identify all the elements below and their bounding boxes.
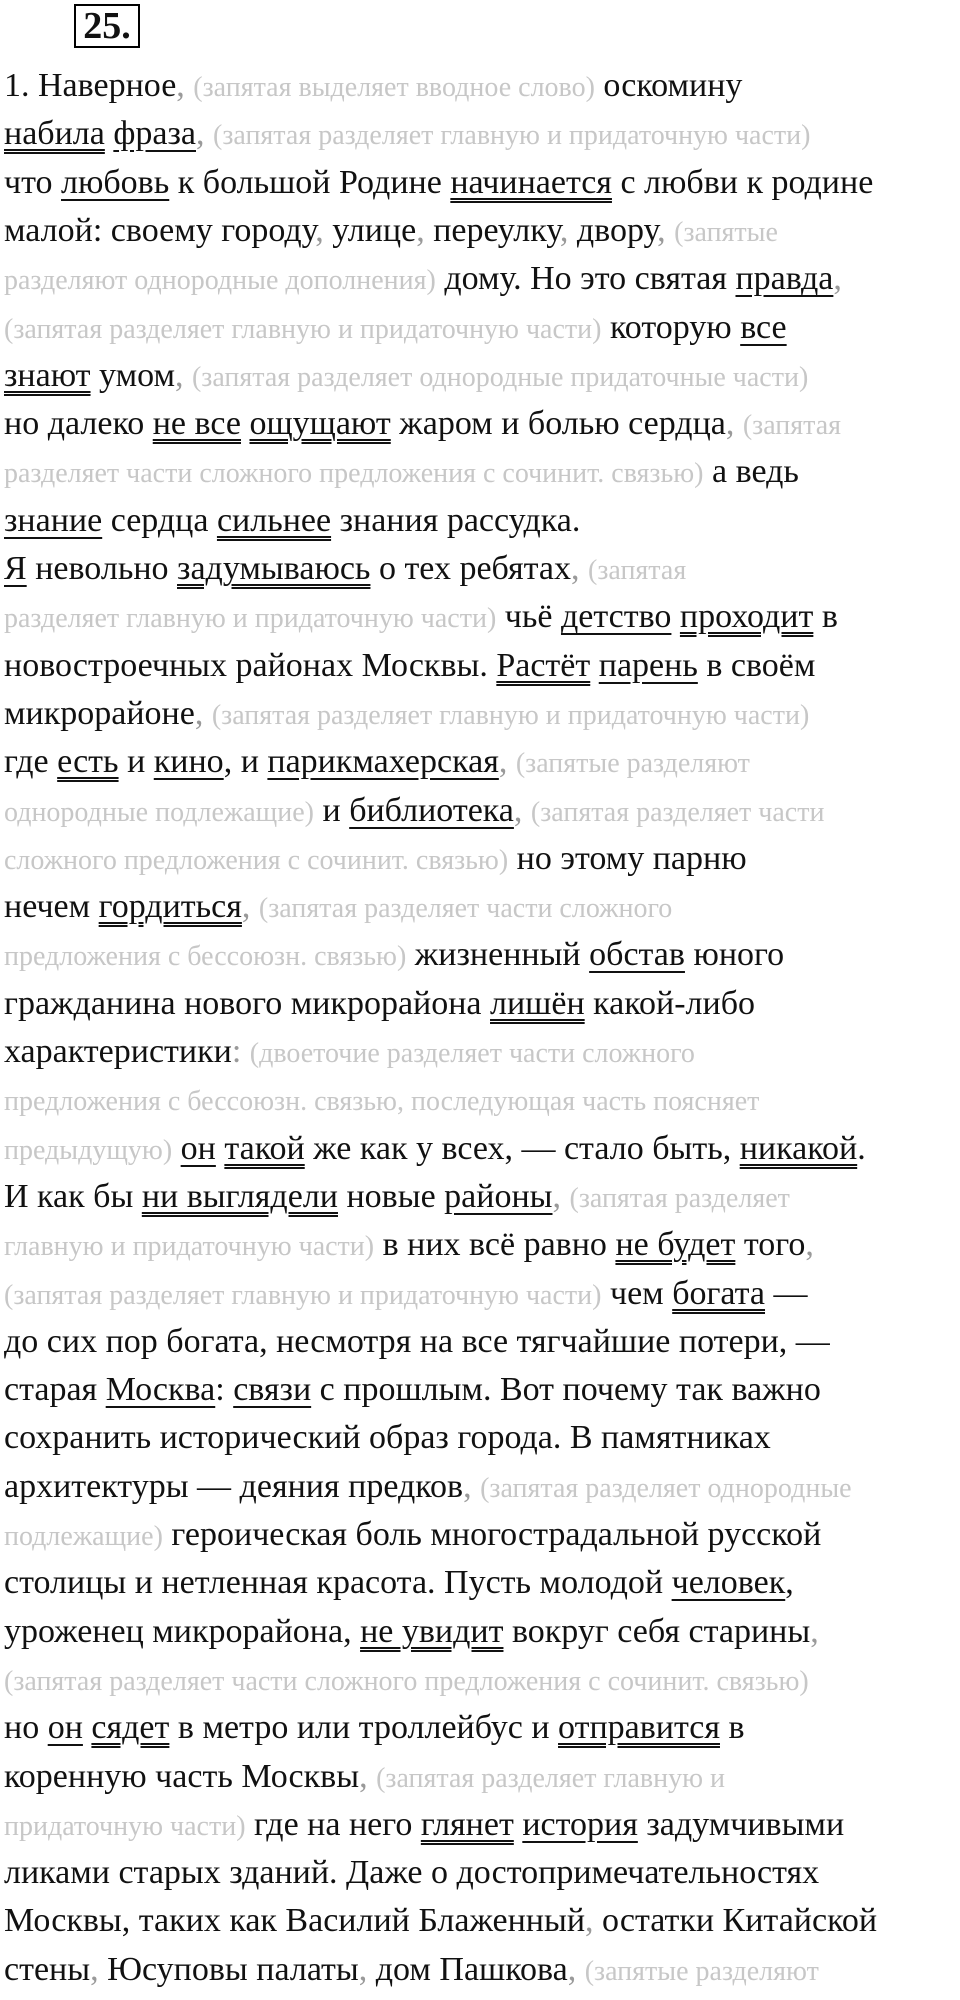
punctuation-mark: , (567, 1950, 577, 1988)
text-line (4, 545, 956, 593)
punctuation-comment: (запятая разделяет главную и придаточную части) (4, 1279, 602, 1311)
subject-underline: библиотека (349, 791, 514, 829)
predicate-underline: знают (4, 356, 91, 394)
punctuation-mark: , (463, 1467, 472, 1505)
text-run (203, 695, 212, 732)
punctuation-mark: , (585, 1902, 594, 1940)
punctuation-comment: (запятая разделяет части сложного (258, 893, 673, 925)
predicate-underline: не увидит (360, 1612, 504, 1650)
text-line (4, 255, 956, 303)
punctuation-comment: (запятая разделяет однородные придаточные части) (191, 361, 809, 393)
text-run: характеристики (4, 1033, 232, 1070)
subject-underline: кино (153, 743, 224, 781)
punctuation-mark: , (833, 260, 842, 298)
text-run: чьё (496, 598, 561, 636)
text-run: в своём (697, 646, 816, 684)
text-run: которую (601, 308, 741, 346)
text-run: гражданина нового микрорайона (4, 984, 491, 1022)
text-run: дому. Но это святая (435, 260, 736, 298)
punctuation-comment: (запятая разделяет однородные (480, 1472, 852, 1504)
text-line (4, 1173, 956, 1221)
text-run: задумчивыми (637, 1805, 845, 1843)
text-run: двору (568, 211, 658, 249)
subject-underline: районы (444, 1177, 553, 1215)
text-run: новые (337, 1177, 445, 1215)
text-run: оскомину (594, 67, 743, 104)
predicate-underline: есть (57, 743, 119, 781)
text-run: того (735, 1226, 806, 1264)
text-line (4, 1608, 956, 1656)
text-line (4, 690, 956, 738)
text-run: невольно (26, 550, 178, 587)
text-run: сохранить исторический образ города. В памятниках (4, 1419, 771, 1457)
text-run: в (813, 598, 838, 636)
punctuation-mark: , (358, 1950, 368, 1988)
predicate-underline: не все (152, 405, 241, 443)
text-run: столицы и нетленная красота. Пусть молодой (4, 1564, 672, 1602)
text-run: что (4, 163, 62, 201)
punctuation-mark: , (513, 791, 523, 829)
punctuation-mark: , (552, 1177, 561, 1215)
text-line (4, 1946, 956, 1994)
subject-underline: знание (4, 501, 103, 539)
punctuation-comment: (запятая выделяет вводное слово) (193, 72, 595, 103)
punctuation-mark: , (90, 1950, 99, 1988)
predicate-underline: сильнее (216, 501, 332, 539)
punctuation-comment: (запятая (742, 410, 842, 442)
text-run: . (857, 1129, 866, 1167)
text-run: с прошлым. Вот почему так важно (311, 1371, 821, 1409)
predicate-underline: такой (224, 1129, 305, 1167)
subject-underline: любовь (61, 163, 170, 201)
text-run (368, 1758, 377, 1795)
text-run: о тех ребятах (370, 550, 571, 587)
text-line (4, 593, 956, 641)
text-run (172, 1130, 181, 1167)
text-line (4, 1511, 956, 1559)
text-run: , и (223, 743, 268, 781)
punctuation-mark: , (559, 211, 569, 249)
punctuation-comment: подлежащие) (4, 1521, 163, 1552)
punctuation-comment: однородные подлежащие) (4, 796, 314, 828)
punctuation-mark: , (359, 1757, 368, 1795)
punctuation-mark: , (315, 211, 324, 249)
text-run: микрорайоне (4, 694, 195, 732)
text-run: умом (90, 356, 175, 394)
text-run: улице (323, 211, 417, 249)
predicate-underline: отправится (558, 1709, 720, 1747)
punctuation-comment: (запятая разделяет части сложного предложения с сочинит. связью) (4, 1665, 809, 1697)
subject-underline: Я (4, 550, 27, 587)
text-run: и (313, 791, 350, 829)
text-line (4, 1076, 956, 1124)
text-run: героическая боль многострадальной русской (162, 1516, 822, 1553)
text-run: жизненный (406, 936, 590, 974)
text-run: переулку (424, 211, 560, 249)
text-run (205, 115, 214, 152)
text-line (4, 1704, 956, 1752)
text-run: где на него (245, 1805, 421, 1843)
punctuation-comment: главную и придаточную части) (4, 1231, 375, 1263)
text-run: ликами старых зданий. Даже о достопримечательностях (4, 1854, 820, 1892)
predicate-underline: никакой (739, 1129, 858, 1167)
text-line (4, 738, 956, 786)
punctuation-comment: (запятая разделяет главную и придаточную части) (4, 313, 602, 345)
exercise-number: 25. (83, 5, 131, 47)
punctuation-comment: предложения с бессоюзн. связью, последующая часть поясняет (4, 1086, 760, 1118)
text-line (4, 642, 956, 690)
text-line (4, 1366, 956, 1414)
punctuation-mark: , (196, 115, 205, 153)
text-run (590, 647, 599, 684)
subject-underline: Москва (105, 1371, 216, 1409)
subject-underline: парень (598, 646, 698, 684)
text-line (4, 931, 956, 979)
punctuation-comment: разделяет части сложного предложения с сочинит. связью) (4, 458, 704, 490)
text-line (4, 1125, 956, 1173)
subject-underline: детство (560, 598, 672, 636)
text-line (4, 980, 956, 1028)
text-run: нечем (4, 888, 99, 926)
text-run (183, 357, 192, 394)
punctuation-mark: , (174, 356, 184, 394)
subject-underline: фраза (113, 115, 196, 153)
text-run: где (4, 743, 58, 781)
text-line (4, 497, 956, 545)
text-run: жаром и болью сердца (390, 405, 726, 443)
predicate-underline: Растёт (496, 646, 591, 684)
text-line (4, 1463, 956, 1511)
punctuation-comment: предыдущую) (4, 1134, 173, 1166)
text-line (4, 1318, 956, 1366)
punctuation-mark: , (805, 1226, 814, 1264)
punctuation-comment: (запятая (588, 555, 687, 586)
text-run: 1. Наверное (4, 67, 177, 104)
text-line (4, 1221, 956, 1269)
text-run: к большой Родине (169, 163, 451, 201)
punctuation-mark: , (241, 888, 251, 926)
predicate-underline: начинается (450, 163, 612, 201)
text-run: Юсуповы палаты (98, 1950, 359, 1988)
text-line (4, 1559, 956, 1607)
subject-underline: история (522, 1805, 638, 1843)
text-run: юного (684, 936, 785, 974)
punctuation-mark: , (810, 1612, 819, 1650)
punctuation-comment: (запятая разделяет (569, 1182, 790, 1214)
punctuation-mark: , (657, 211, 666, 249)
text-run (561, 1178, 570, 1215)
subject-underline: человек (671, 1564, 786, 1602)
text-line (4, 1849, 956, 1897)
predicate-underline: ни выглядели (141, 1177, 338, 1215)
text-run: же как у всех, — стало быть, (304, 1129, 740, 1167)
punctuation-comment: придаточную части) (4, 1810, 246, 1842)
subject-underline: он (47, 1709, 83, 1747)
text-run (472, 1468, 481, 1505)
text-run: И как бы (4, 1177, 142, 1215)
text-run: но (4, 1709, 48, 1747)
exercise-number-badge (74, 4, 140, 48)
text-run: старая (4, 1371, 106, 1409)
predicate-underline: проходит (679, 598, 814, 636)
predicate-underline: сядет (91, 1709, 170, 1747)
text-run: а ведь (703, 453, 799, 491)
predicate-underline: ощущают (249, 405, 391, 443)
text-line (4, 207, 956, 255)
text-run (666, 212, 675, 249)
subject-underline: все (740, 308, 787, 346)
text-run (250, 888, 259, 925)
text-run: с любви к родине (611, 163, 874, 201)
text-run (580, 550, 589, 587)
predicate-underline: богата (672, 1274, 766, 1312)
text-run: , (785, 1564, 794, 1602)
punctuation-mark: , (176, 67, 185, 104)
punctuation-comment: сложного предложения с сочинит. связью) (4, 844, 509, 876)
subject-underline: он (180, 1129, 216, 1167)
punctuation-comment: (запятые (674, 216, 778, 248)
text-run: стены (4, 1950, 91, 1988)
text-run: в метро или троллейбус и (169, 1709, 559, 1747)
text-run: — (765, 1274, 808, 1312)
text-run: Москвы, таких как Василий Блаженный (4, 1902, 586, 1940)
predicate-underline: набила (4, 115, 105, 153)
punctuation-comment: (запятая разделяет части (530, 796, 825, 828)
punctuation-mark: , (416, 211, 425, 249)
text-run: сердца (102, 501, 217, 539)
punctuation-mark: , (498, 743, 508, 781)
text-run: вокруг себя старины (503, 1612, 811, 1650)
text-run: в (719, 1709, 745, 1747)
text-run: какой-либо (584, 984, 756, 1022)
punctuation-mark: : (231, 1033, 242, 1070)
punctuation-comment: (двоеточие разделяет части сложного (249, 1038, 695, 1069)
text-line (4, 1656, 956, 1704)
text-line (4, 1028, 956, 1076)
punctuation-comment: предложения с бессоюзн. связью) (4, 941, 407, 973)
punctuation-comment: (запятые разделяют (515, 748, 750, 780)
punctuation-mark: , (571, 550, 580, 587)
punctuation-comment: разделяют однородные дополнения) (4, 265, 436, 297)
text-run: и (118, 743, 154, 781)
text-run: малой: своему городу (4, 211, 316, 249)
text-line (4, 1897, 956, 1945)
text-run (671, 598, 680, 635)
text-run: знания рассудка. (331, 501, 581, 539)
subject-underline: правда (735, 260, 834, 298)
text-line (4, 1270, 956, 1318)
text-run (576, 1951, 585, 1988)
subject-underline: парикмахерская (267, 743, 499, 781)
text-line (4, 448, 956, 496)
text-run (241, 1033, 250, 1070)
subject-underline: обстав (589, 936, 685, 974)
text-line (4, 304, 956, 352)
predicate-underline: глянет (420, 1805, 514, 1843)
predicate-underline: задумываюсь (177, 550, 371, 587)
punctuation-comment: разделяет главную и придаточную части) (4, 603, 497, 635)
text-line (4, 883, 956, 931)
text-run: чем (601, 1274, 673, 1312)
text-line (4, 1414, 956, 1462)
punctuation-mark: , (194, 694, 204, 732)
punctuation-comment: (запятая разделяет главную и придаточную части) (213, 120, 811, 152)
text-run: дом Пашкова (367, 1950, 568, 1988)
text-run (522, 792, 531, 829)
text-run: : (215, 1371, 234, 1409)
text-run: новостроечных районах Москвы. (4, 646, 497, 684)
text-line (4, 110, 956, 158)
text-line (4, 400, 956, 448)
text-run: до сих пор богата, несмотря на все тягчайшие потери, — (4, 1322, 830, 1360)
text-run: но далеко (4, 405, 153, 443)
punctuation-comment: (запятая разделяет главную и (376, 1762, 725, 1794)
text-run: архитектуры — деяния предков (4, 1467, 464, 1505)
text-run: в них всё равно (374, 1226, 616, 1264)
punctuation-comment: (запятые разделяют (584, 1955, 819, 1987)
text-line (4, 352, 956, 400)
text-run: уроженец микрорайона, (4, 1612, 361, 1650)
predicate-underline: гордиться (98, 888, 242, 926)
text-line (4, 62, 956, 110)
punctuation-mark: , (725, 405, 735, 443)
text-run: коренную часть Москвы (4, 1757, 360, 1795)
text-line (4, 787, 956, 835)
text-line (4, 835, 956, 883)
text-line (4, 1801, 956, 1849)
text-line (4, 159, 956, 207)
predicate-underline: не будет (615, 1226, 736, 1264)
text-run: остатки Китайской (593, 1902, 878, 1940)
punctuation-comment: (запятая разделяет главную и придаточную части) (211, 699, 810, 731)
text-run: но этому парню (508, 839, 747, 877)
text-run (507, 743, 516, 780)
text-line (4, 1753, 956, 1801)
subject-underline: связи (233, 1371, 312, 1409)
predicate-underline: лишён (490, 984, 585, 1022)
text-run (734, 405, 743, 442)
